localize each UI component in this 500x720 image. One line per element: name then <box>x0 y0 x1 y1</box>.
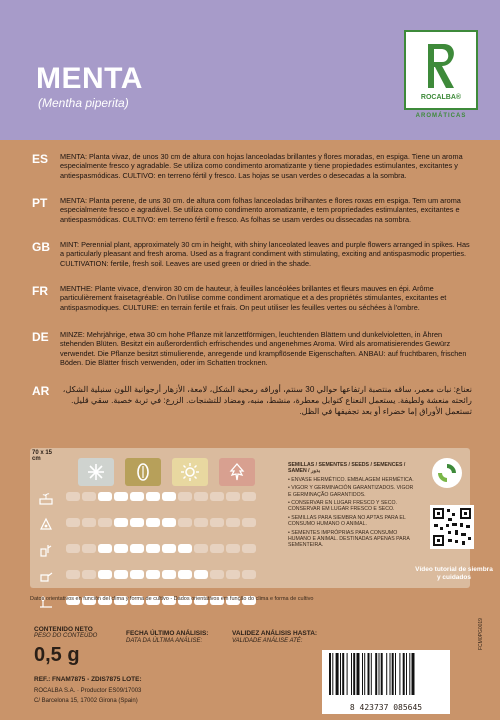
calendar-cell <box>82 544 96 553</box>
barcode-bar <box>371 653 372 695</box>
calendar-cell <box>226 570 240 579</box>
barcode-bar <box>390 653 391 695</box>
barcode-bar <box>351 653 352 695</box>
calendar-cell <box>242 492 256 501</box>
calendar-cell <box>210 570 224 579</box>
lang-code: AR <box>32 384 50 398</box>
barcode-bar <box>412 653 415 695</box>
barcode-bar <box>353 653 355 695</box>
legend-item: • CONSERVAR EN LUGAR FRESCO Y SECO. CONSERVAR EM LUGAR FRESCO E SECO. <box>288 500 418 513</box>
latin-name: (Mentha piperita) <box>38 96 129 110</box>
legend-item: • ENVASE HERMÉTICO. EMBALAGEM HERMÉTICA. <box>288 477 418 483</box>
calendar-cell <box>146 544 160 553</box>
barcode-bar <box>329 653 331 695</box>
calendar-cell <box>66 544 80 553</box>
barcode-bar <box>406 653 407 695</box>
sun-icon <box>180 462 200 482</box>
video-tutorial-label: Vídeo tutorial de siembra y cuidados <box>415 566 493 581</box>
barcode-icon <box>327 653 445 697</box>
calendar-cell <box>162 544 176 553</box>
calendar-cell <box>114 544 128 553</box>
green-dot-icon <box>432 458 462 488</box>
lang-text: MINT: Perennial plant, approximately 30 cm in height, with shiny lanceolated leaves and purple flowers arranged in spikes. Has a particularly pleasant and fresh aroma. Used as a fragrant condiment with stimulating, exciting and antispasmodic properties. CULTIVATION: fertile, fresh soil. Leaves are used green or dried in the shade. <box>60 240 470 268</box>
disclaimer: Datos orientativos en función del clima y forma de cultivo - Dados orientativos em função do clima e forma de cultivo <box>30 596 314 602</box>
calendar-cell <box>98 492 112 501</box>
brand-logo <box>404 30 478 124</box>
producer: ROCALBA S.A. · Productor ES09/17003 <box>34 688 142 694</box>
legend-item: • VIGOR Y GERMINACIÓN GARANTIZADOS. VIGOR E GERMINAÇÃO GARANTIDOS. <box>288 485 418 498</box>
calendar-cell <box>98 544 112 553</box>
reference: REF.: FNAM7875 - ZDIS7875 LOTE: <box>34 676 142 683</box>
barcode-number: 8 423737 085645 <box>349 703 423 712</box>
calendar-cell <box>226 518 240 527</box>
rocalba-r-icon <box>422 40 460 92</box>
barcode-bar <box>336 653 339 695</box>
calendar-cell <box>210 518 224 527</box>
validity-label: VALIDEZ ANÁLISIS HASTA: <box>232 630 318 637</box>
calendar-row <box>66 518 256 528</box>
side-code: FCM0PG0019 <box>478 618 484 650</box>
calendar-cell <box>242 544 256 553</box>
calendar-row <box>66 570 256 580</box>
lang-code: FR <box>32 284 48 298</box>
legend-item: • SEMILLAS PARA SIEMBRA NO APTAS PARA EL CONSUMO HUMANO O ANIMAL. <box>288 515 418 528</box>
spacing-label: 70 x 15 cm <box>32 450 53 462</box>
barcode-bar <box>332 653 333 695</box>
calendar-row <box>66 492 256 502</box>
calendar-cell <box>194 544 208 553</box>
seed-tray-icon <box>38 490 54 506</box>
calendar-cell <box>242 518 256 527</box>
barcode-bar <box>357 653 360 695</box>
barcode-bar <box>375 653 377 695</box>
calendar-cell <box>162 492 176 501</box>
calendar-cell <box>178 518 192 527</box>
watering-icon <box>38 568 54 584</box>
calendar-cell <box>146 492 160 501</box>
leaf-icon <box>229 463 245 481</box>
sowing-icon <box>38 516 54 532</box>
calendar-cell <box>210 544 224 553</box>
calendar-cell <box>210 492 224 501</box>
calendar-cell <box>226 544 240 553</box>
calendar-cell <box>194 492 208 501</box>
calendar-cell <box>82 518 96 527</box>
address: C/ Barcelona 15, 17002 Girona (Spain) <box>34 698 138 704</box>
transplant-icon <box>38 542 54 558</box>
lang-text: MENTA: Planta perene, de uns 30 cm. de altura com folhas lanceoladas brilhantes e flores roxas em espiga. Tem um aroma especialmente fresco e agradável. Se utiliza como condimento aromatizante, e tem propriedades estimulantes, excitantes e antiespasmódicas. CULTIVO: em terreno fértil e fresco. As folhas se usam verdes ou dissecadas na sombra. <box>60 196 461 224</box>
seed-icon <box>136 463 150 481</box>
calendar-cell <box>114 492 128 501</box>
barcode-bar <box>340 653 341 695</box>
product-title: MENTA <box>36 62 143 95</box>
calendar-cell <box>98 518 112 527</box>
barcode-bar <box>362 653 363 695</box>
calendar-cell <box>146 518 160 527</box>
barcode-bar <box>403 653 405 695</box>
analysis-date-sub: DATA DA ÚLTIMA ANÁLISE: <box>126 638 203 644</box>
calendar-cell <box>82 492 96 501</box>
calendar-cell <box>178 570 192 579</box>
barcode-bar <box>342 653 344 695</box>
calendar-cell <box>162 570 176 579</box>
calendar-cell <box>82 570 96 579</box>
brand-name: ROCALBA® <box>420 93 462 101</box>
barcode <box>322 650 450 714</box>
legend-item: • SEMENTES IMPRÓPRIAS PARA CONSUMO HUMANO E ANIMAL. DESTINADAS APENAS PARA SEMENTEIRA. <box>288 530 418 549</box>
calendar-row <box>66 544 256 554</box>
calendar-cell <box>66 570 80 579</box>
brand-line: AROMÁTICAS <box>415 113 467 119</box>
seed-legend <box>288 462 418 551</box>
net-weight: 0,5 g <box>34 644 80 666</box>
footer <box>0 620 500 720</box>
barcode-bar <box>395 653 396 695</box>
net-content-sub: PESO DO CONTEÚDO <box>34 633 98 639</box>
lang-code: PT <box>32 196 48 210</box>
calendar-cell <box>66 492 80 501</box>
lang-text: نعناع: نبات معمر، ساقه منتصبة ارتفاعها حوالي 30 سنتم، أوراقه رمحية الشكل، لامعة، الأزهار أرجوانية اللون سنبلية الشكل، رائحته منعشة ولطيفة. يستعمل النعناع كتوابل معطرة، منشط، منبه، ومضاد للتشنجات. الزرع: في تربة خصبة. سقي قليل. تستعمل الأوراق إما خضراء أو بعد تجفيفها في الظل. <box>62 385 472 416</box>
seed-badge <box>125 458 161 486</box>
barcode-bar <box>392 653 394 695</box>
calendar-cell <box>242 570 256 579</box>
calendar-cell <box>130 544 144 553</box>
calendar-cell <box>178 544 192 553</box>
barcode-bar <box>368 653 370 695</box>
cold-badge <box>78 458 114 486</box>
calendar-cell <box>130 518 144 527</box>
validity-sub: VALIDADE ANÁLISE ATÉ: <box>232 638 303 644</box>
calendar-cell <box>226 492 240 501</box>
lang-code: ES <box>32 152 49 166</box>
snowflake-icon <box>87 463 105 481</box>
lang-text: MINZE: Mehrjährige, etwa 30 cm hohe Pflanze mit lanzettförmigen, leuchtenden Blättern und dunkelvioletten, in Ähren stehenden Blüten. Besitzt ein außerordentlich erfrischendes und angenehmes Aroma. Wird als aromatisierendes Gewürz verwendet. Die Pflanze besitzt stimulierende, anregende und krampflösende Eigenschaften. ANBAU: auf fruchtbaren, frischen Böden. Die Blätter frisch verwenden, oder im Schatten trocknen. <box>60 330 467 368</box>
calendar-cell <box>178 492 192 501</box>
barcode-bar <box>379 653 380 695</box>
barcode-bar <box>409 653 410 695</box>
qr-code-icon[interactable] <box>430 505 474 559</box>
calendar-cell <box>194 518 208 527</box>
leaf-badge <box>219 458 255 486</box>
calendar-cell <box>66 518 80 527</box>
legend-heading: SEMILLAS / SEMENTES / SEEDS / SEMENCES / SAMEN / بذور <box>288 462 406 475</box>
sun-badge <box>172 458 208 486</box>
calendar-cell <box>98 570 112 579</box>
calendar-cell <box>114 518 128 527</box>
calendar-cell <box>162 518 176 527</box>
lang-text: MENTHE: Plante vivace, d'environ 30 cm de hauteur, à feuilles lancéolées brillantes et fleurs mauves en épi. Arôme particulièrement fraisetagréable. On l'utilise comme condiment aromatique et a des propriétés stimulantes, excitantes et antispasmodiques. CULTURE: en terrain fertile et frais. On peut utiliser les feuilles vertes ou séchées à l'ombre. <box>60 284 447 312</box>
barcode-bar <box>364 653 365 695</box>
barcode-bar <box>386 653 387 695</box>
calendar-cell <box>130 570 144 579</box>
lang-code: DE <box>32 330 49 344</box>
barcode-bar <box>399 653 400 695</box>
planting-calendar <box>66 492 256 622</box>
lang-code: GB <box>32 240 50 254</box>
lang-text: MENTA: Planta vivaz, de unos 30 cm de altura con hojas lanceoladas brillantes y flores moradas, en espiga. Tiene un aroma especialmente fresco y agradable. Se utiliza como condimento aromatizante y tiene propiedades estimulantes, excitantes y antiespasmódicas. CULTIVO: en terreno fértil y fresco. Las hojas se usan verdes o desecadas a la sombra. <box>60 152 463 180</box>
calendar-cell <box>146 570 160 579</box>
condition-badges <box>78 458 255 486</box>
calendar-cell <box>194 570 208 579</box>
barcode-bar <box>347 653 348 695</box>
barcode-bar <box>381 653 383 695</box>
net-content-label: CONTENIDO NETO <box>34 626 93 633</box>
calendar-cell <box>114 570 128 579</box>
analysis-date-label: FECHA ÚLTIMO ANÁLISIS: <box>126 630 209 637</box>
calendar-cell <box>130 492 144 501</box>
